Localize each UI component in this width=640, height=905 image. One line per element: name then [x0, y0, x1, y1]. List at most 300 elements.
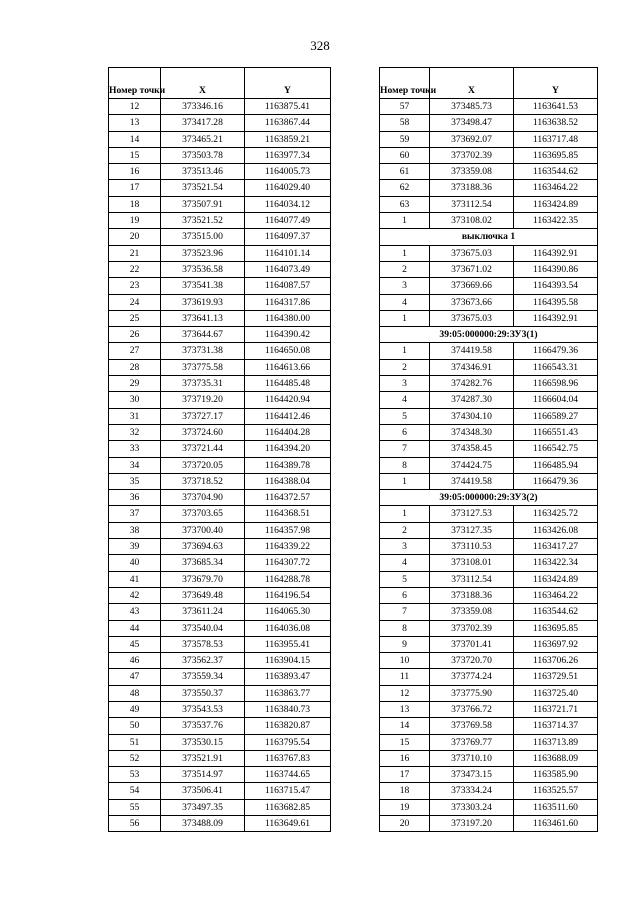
y-cell: 1166485.94: [514, 457, 598, 473]
x-cell: 373578.53: [161, 636, 245, 652]
y-cell: 1164317.86: [245, 294, 331, 310]
y-cell: 1164393.54: [514, 278, 598, 294]
point-number-cell: 43: [109, 604, 161, 620]
table-row: [380, 261, 598, 277]
y-cell: 1164101.14: [245, 245, 331, 261]
x-cell: 373540.04: [161, 620, 245, 636]
table-row: [109, 555, 331, 571]
x-cell: 373679.70: [161, 571, 245, 587]
point-number-cell: 31: [109, 408, 161, 424]
y-cell: 1163422.35: [514, 213, 598, 229]
point-number-cell: 33: [109, 441, 161, 457]
point-number-cell: 13: [109, 115, 161, 131]
table-row: [380, 473, 598, 489]
table-row: [380, 701, 598, 717]
y-cell: 1164196.54: [245, 587, 331, 603]
table-row: [109, 457, 331, 473]
x-cell: 373127.53: [430, 506, 514, 522]
y-cell: 1163422.34: [514, 555, 598, 571]
table-row: [109, 750, 331, 766]
y-cell: 1163641.53: [514, 99, 598, 115]
y-cell: 1163695.85: [514, 147, 598, 163]
y-cell: 1164380.00: [245, 310, 331, 326]
x-cell: 373513.46: [161, 164, 245, 180]
point-number-cell: 59: [380, 131, 430, 147]
y-cell: 1164065.30: [245, 604, 331, 620]
point-number-cell: 18: [109, 196, 161, 212]
x-cell: 373497.35: [161, 799, 245, 815]
y-cell: 1166598.96: [514, 376, 598, 392]
y-cell: 1164420.94: [245, 392, 331, 408]
y-cell: 1163714.37: [514, 718, 598, 734]
y-cell: 1164005.73: [245, 164, 331, 180]
point-number-cell: 38: [109, 522, 161, 538]
y-cell: 1164650.08: [245, 343, 331, 359]
x-cell: 373488.09: [161, 816, 245, 832]
y-cell: 1166604.04: [514, 392, 598, 408]
y-cell: 1163893.47: [245, 669, 331, 685]
y-cell: 1164036.08: [245, 620, 331, 636]
x-cell: 373720.05: [161, 457, 245, 473]
point-number-cell: 2: [380, 359, 430, 375]
x-cell: 373303.24: [430, 799, 514, 815]
x-cell: 373523.96: [161, 245, 245, 261]
y-cell: 1163464.22: [514, 180, 598, 196]
x-cell: 373503.78: [161, 147, 245, 163]
y-cell: 1164485.48: [245, 376, 331, 392]
point-number-cell: 15: [109, 147, 161, 163]
point-number-cell: 2: [380, 261, 430, 277]
table-row: [109, 261, 331, 277]
x-cell: 373507.91: [161, 196, 245, 212]
table-row: [380, 294, 598, 310]
x-cell: 373724.60: [161, 424, 245, 440]
table-row: [109, 473, 331, 489]
x-cell: 373543.53: [161, 701, 245, 717]
x-cell: 373775.58: [161, 359, 245, 375]
table-row: [380, 245, 598, 261]
x-cell: 373611.24: [161, 604, 245, 620]
point-number-cell: 3: [380, 539, 430, 555]
y-cell: 1163875.41: [245, 99, 331, 115]
y-cell: 1166589.27: [514, 408, 598, 424]
x-cell: 374358.45: [430, 441, 514, 457]
x-cell: 373671.02: [430, 261, 514, 277]
point-number-cell: 17: [109, 180, 161, 196]
table-row: [109, 294, 331, 310]
table-row: [380, 180, 598, 196]
x-cell: 373641.13: [161, 310, 245, 326]
point-number-cell: 42: [109, 587, 161, 603]
table-row: [109, 571, 331, 587]
table-row: [109, 506, 331, 522]
point-number-cell: 49: [109, 701, 161, 717]
x-cell: 373766.72: [430, 701, 514, 717]
y-cell: 1164392.91: [514, 310, 598, 326]
table-row: [380, 408, 598, 424]
table-row: [109, 213, 331, 229]
x-cell: 373108.02: [430, 213, 514, 229]
x-cell: 373188.36: [430, 180, 514, 196]
table-row: [380, 587, 598, 603]
header-y: Y: [245, 68, 331, 99]
x-cell: 373727.17: [161, 408, 245, 424]
y-cell: 1164372.57: [245, 490, 331, 506]
coordinates-table-left: [108, 67, 331, 832]
point-number-cell: 1: [380, 506, 430, 522]
y-cell: 1163744.65: [245, 767, 331, 783]
section-row: [380, 229, 598, 245]
point-number-cell: 34: [109, 457, 161, 473]
point-number-cell: 22: [109, 261, 161, 277]
point-number-cell: 47: [109, 669, 161, 685]
table-body-left: [109, 99, 331, 832]
table-row: [109, 115, 331, 131]
x-cell: 373649.48: [161, 587, 245, 603]
table-row: [109, 636, 331, 652]
x-cell: 373675.03: [430, 245, 514, 261]
x-cell: 373359.08: [430, 164, 514, 180]
x-cell: 374282.76: [430, 376, 514, 392]
y-cell: 1163695.85: [514, 620, 598, 636]
point-number-cell: 60: [380, 147, 430, 163]
point-number-cell: 3: [380, 278, 430, 294]
x-cell: 373108.01: [430, 555, 514, 571]
y-cell: 1163795.54: [245, 734, 331, 750]
y-cell: 1164288.78: [245, 571, 331, 587]
x-cell: 373562.37: [161, 653, 245, 669]
table-row: [109, 424, 331, 440]
table-row: [380, 376, 598, 392]
x-cell: 374419.58: [430, 343, 514, 359]
table-row: [109, 620, 331, 636]
header-x: X: [161, 68, 245, 99]
y-cell: 1163977.34: [245, 147, 331, 163]
page-number: 328: [310, 38, 330, 53]
y-cell: 1164339.22: [245, 539, 331, 555]
x-cell: 373188.36: [430, 587, 514, 603]
point-number-cell: 15: [380, 734, 430, 750]
y-cell: 1163840.73: [245, 701, 331, 717]
point-number-cell: 19: [109, 213, 161, 229]
y-cell: 1163638.52: [514, 115, 598, 131]
point-number-cell: 12: [109, 99, 161, 115]
y-cell: 1163464.22: [514, 587, 598, 603]
table-row: [109, 685, 331, 701]
x-cell: 373550.37: [161, 685, 245, 701]
table-row: [380, 359, 598, 375]
point-number-cell: 6: [380, 424, 430, 440]
point-number-cell: 26: [109, 327, 161, 343]
point-number-cell: 6: [380, 587, 430, 603]
point-number-cell: 14: [380, 718, 430, 734]
point-number-cell: 63: [380, 196, 430, 212]
x-cell: 374287.30: [430, 392, 514, 408]
point-number-cell: 41: [109, 571, 161, 587]
table-row: [380, 604, 598, 620]
point-number-cell: 40: [109, 555, 161, 571]
table-row: [380, 799, 598, 815]
table-header-row: [109, 68, 331, 99]
x-cell: 373110.53: [430, 539, 514, 555]
table-header-row: [380, 68, 598, 99]
y-cell: 1164368.51: [245, 506, 331, 522]
section-title: 39:05:000000:29:ЗУ3(1): [380, 327, 598, 343]
y-cell: 1164392.91: [514, 245, 598, 261]
y-cell: 1166551.43: [514, 424, 598, 440]
point-number-cell: 50: [109, 718, 161, 734]
y-cell: 1163904.15: [245, 653, 331, 669]
table-row: [109, 669, 331, 685]
x-cell: 374419.58: [430, 473, 514, 489]
table-row: [109, 229, 331, 245]
y-cell: 1164087.57: [245, 278, 331, 294]
y-cell: 1164029.40: [245, 180, 331, 196]
table-row: [380, 685, 598, 701]
table-row: [380, 539, 598, 555]
point-number-cell: 58: [380, 115, 430, 131]
table-row: [109, 147, 331, 163]
x-cell: 373644.67: [161, 327, 245, 343]
table-row: [380, 767, 598, 783]
y-cell: 1163544.62: [514, 164, 598, 180]
y-cell: 1163820.87: [245, 718, 331, 734]
x-cell: 373506.41: [161, 783, 245, 799]
point-number-cell: 17: [380, 767, 430, 783]
y-cell: 1163417.27: [514, 539, 598, 555]
x-cell: 374304.10: [430, 408, 514, 424]
y-cell: 1164073.49: [245, 261, 331, 277]
x-cell: 373417.28: [161, 115, 245, 131]
y-cell: 1163955.41: [245, 636, 331, 652]
table-row: [380, 718, 598, 734]
x-cell: 373515.00: [161, 229, 245, 245]
point-number-cell: 48: [109, 685, 161, 701]
x-cell: 373710.10: [430, 750, 514, 766]
table-row: [109, 376, 331, 392]
table-row: [380, 669, 598, 685]
y-cell: 1163688.09: [514, 750, 598, 766]
point-number-cell: 37: [109, 506, 161, 522]
x-cell: 373559.34: [161, 669, 245, 685]
x-cell: 373537.76: [161, 718, 245, 734]
x-cell: 373334.24: [430, 783, 514, 799]
y-cell: 1164390.42: [245, 327, 331, 343]
point-number-cell: 44: [109, 620, 161, 636]
table-row: [380, 571, 598, 587]
x-cell: 373465.21: [161, 131, 245, 147]
point-number-cell: 11: [380, 669, 430, 685]
table-row: [109, 490, 331, 506]
y-cell: 1163713.89: [514, 734, 598, 750]
y-cell: 1164394.20: [245, 441, 331, 457]
point-number-cell: 8: [380, 620, 430, 636]
x-cell: 373197.20: [430, 816, 514, 832]
x-cell: 373775.90: [430, 685, 514, 701]
point-number-cell: 9: [380, 636, 430, 652]
table-row: [109, 196, 331, 212]
table-row: [380, 115, 598, 131]
x-cell: 373692.07: [430, 131, 514, 147]
table-row: [109, 359, 331, 375]
table-row: [380, 636, 598, 652]
y-cell: 1164077.49: [245, 213, 331, 229]
table-row: [380, 213, 598, 229]
y-cell: 1163859.21: [245, 131, 331, 147]
table-row: [109, 653, 331, 669]
x-cell: 373521.54: [161, 180, 245, 196]
point-number-cell: 4: [380, 294, 430, 310]
y-cell: 1164613.66: [245, 359, 331, 375]
point-number-cell: 62: [380, 180, 430, 196]
table-row: [109, 245, 331, 261]
x-cell: 373473.15: [430, 767, 514, 783]
x-cell: 373619.93: [161, 294, 245, 310]
x-cell: 373530.15: [161, 734, 245, 750]
table-row: [380, 555, 598, 571]
y-cell: 1163585.90: [514, 767, 598, 783]
table-row: [109, 392, 331, 408]
table-row: [109, 539, 331, 555]
table-row: [109, 734, 331, 750]
table-row: [380, 506, 598, 522]
point-number-cell: 7: [380, 604, 430, 620]
point-number-cell: 52: [109, 750, 161, 766]
header-x: X: [430, 68, 514, 99]
y-cell: 1163461.60: [514, 816, 598, 832]
y-cell: 1163863.77: [245, 685, 331, 701]
x-cell: 373718.52: [161, 473, 245, 489]
table-row: [380, 164, 598, 180]
y-cell: 1163697.92: [514, 636, 598, 652]
point-number-cell: 29: [109, 376, 161, 392]
table-row: [380, 750, 598, 766]
table-row: [109, 701, 331, 717]
table-row: [380, 343, 598, 359]
point-number-cell: 27: [109, 343, 161, 359]
point-number-cell: 1: [380, 343, 430, 359]
y-cell: 1163424.89: [514, 196, 598, 212]
y-cell: 1163729.51: [514, 669, 598, 685]
table-row: [109, 604, 331, 620]
x-cell: 374348.30: [430, 424, 514, 440]
y-cell: 1164097.37: [245, 229, 331, 245]
x-cell: 373112.54: [430, 571, 514, 587]
x-cell: 373735.31: [161, 376, 245, 392]
y-cell: 1163511.60: [514, 799, 598, 815]
y-cell: 1166542.75: [514, 441, 598, 457]
y-cell: 1164388.04: [245, 473, 331, 489]
x-cell: 373720.70: [430, 653, 514, 669]
y-cell: 1163715.47: [245, 783, 331, 799]
x-cell: 373514.97: [161, 767, 245, 783]
point-number-cell: 53: [109, 767, 161, 783]
table-row: [109, 587, 331, 603]
table-row: [109, 767, 331, 783]
point-number-cell: 14: [109, 131, 161, 147]
point-number-cell: 56: [109, 816, 161, 832]
point-number-cell: 51: [109, 734, 161, 750]
y-cell: 1163544.62: [514, 604, 598, 620]
table-row: [109, 799, 331, 815]
y-cell: 1163725.40: [514, 685, 598, 701]
point-number-cell: 1: [380, 245, 430, 261]
table-row: [380, 424, 598, 440]
x-cell: 373498.47: [430, 115, 514, 131]
point-number-cell: 61: [380, 164, 430, 180]
table-row: [109, 327, 331, 343]
section-row: [380, 327, 598, 343]
table-row: [380, 457, 598, 473]
table-row: [109, 343, 331, 359]
table-row: [380, 783, 598, 799]
table-row: [380, 441, 598, 457]
point-number-cell: 5: [380, 571, 430, 587]
header-y: Y: [514, 68, 598, 99]
y-cell: 1164395.58: [514, 294, 598, 310]
y-cell: 1164034.12: [245, 196, 331, 212]
point-number-cell: 16: [380, 750, 430, 766]
table-row: [380, 816, 598, 832]
table-row: [380, 522, 598, 538]
x-cell: 373521.52: [161, 213, 245, 229]
y-cell: 1163682.85: [245, 799, 331, 815]
y-cell: 1163649.61: [245, 816, 331, 832]
point-number-cell: 8: [380, 457, 430, 473]
x-cell: 373359.08: [430, 604, 514, 620]
y-cell: 1163721.71: [514, 701, 598, 717]
y-cell: 1166479.36: [514, 343, 598, 359]
x-cell: 373127.35: [430, 522, 514, 538]
point-number-cell: 4: [380, 392, 430, 408]
y-cell: 1163867.44: [245, 115, 331, 131]
point-number-cell: 10: [380, 653, 430, 669]
table-row: [380, 310, 598, 326]
table-row: [109, 180, 331, 196]
x-cell: 373669.66: [430, 278, 514, 294]
point-number-cell: 36: [109, 490, 161, 506]
point-number-cell: 1: [380, 473, 430, 489]
x-cell: 373673.66: [430, 294, 514, 310]
point-number-cell: 20: [109, 229, 161, 245]
point-number-cell: 28: [109, 359, 161, 375]
table-row: [109, 131, 331, 147]
x-cell: 373703.65: [161, 506, 245, 522]
x-cell: 373769.58: [430, 718, 514, 734]
y-cell: 1163425.72: [514, 506, 598, 522]
x-cell: 373769.77: [430, 734, 514, 750]
table-row: [109, 441, 331, 457]
point-number-cell: 1: [380, 310, 430, 326]
table-row: [380, 620, 598, 636]
table-row: [380, 734, 598, 750]
table-row: [380, 196, 598, 212]
x-cell: 374346.91: [430, 359, 514, 375]
section-title: выключка 1: [380, 229, 598, 245]
point-number-cell: 45: [109, 636, 161, 652]
point-number-cell: 32: [109, 424, 161, 440]
coordinates-table-right: [379, 67, 598, 832]
point-number-cell: 3: [380, 376, 430, 392]
y-cell: 1164357.98: [245, 522, 331, 538]
point-number-cell: 1: [380, 213, 430, 229]
x-cell: 373112.54: [430, 196, 514, 212]
table-row: [109, 522, 331, 538]
point-number-cell: 19: [380, 799, 430, 815]
x-cell: 373774.24: [430, 669, 514, 685]
table-row: [380, 392, 598, 408]
y-cell: 1164412.46: [245, 408, 331, 424]
